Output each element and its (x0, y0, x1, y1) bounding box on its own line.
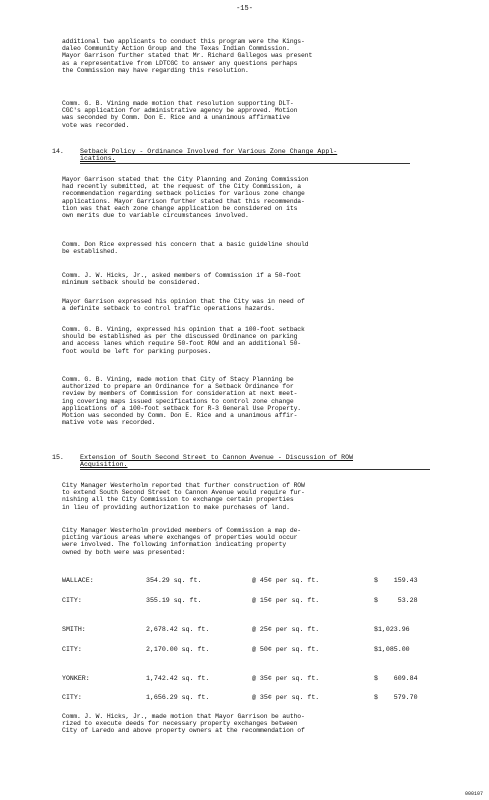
page-number: -15- (236, 5, 253, 13)
item-14-title: Setback Policy - Ordinance Involved for Various Zone Change Appl- ications. (80, 148, 338, 163)
table-row (62, 577, 442, 586)
intro-paragraph-1: additional two applicants to conduct this program were the Kings- daleo Community Action Group and the Texas Indian Commission. Mayor Garrison further stated that Mr. Richard Gallegos was present as a representative from LDTCGC to answer any questions perhaps the Commission may have regarding this resolution. (62, 38, 313, 74)
owner-label: CITY: (62, 597, 82, 604)
area-value: 1,742.42 sq. ft. (146, 675, 210, 682)
table-row (62, 646, 442, 655)
closing-paragraph: Comm. J. W. Hicks, Jr., made motion that Mayor Garrison be autho- rized to execute deeds for necessary property exchanges between City of Laredo and above property owners at the recommendation of (62, 713, 305, 735)
rate-value: @ 50¢ per sq. ft. (252, 646, 320, 653)
item-14-paragraph: Mayor Garrison stated that the City Planning and Zoning Commission had recently submitted, at the request of the City Commission, a recommendation regarding setback policies for various zone change applications. Mayor Garrison further stated that this recommenda- tion was that each zone change application be considered on its own merits due to variable circumstances involved. (62, 176, 309, 220)
item-15-title-rule (80, 469, 430, 470)
area-value: 2,170.00 sq. ft. (146, 646, 210, 653)
owner-label: SMITH: (62, 626, 86, 633)
item-14-paragraph: Mayor Garrison expressed his opinion that the City was in need of a definite setback to control traffic operations hazards. (62, 298, 305, 313)
item-14-paragraph: Comm. G. B. Vining, made motion that City of Stacy Planning be authorized to prepare an Ordinance for a Setback Ordinance for review by members of Commission for consideration at next meet- ing covering maps issued specifications to control zone change applications of a 100-foot setback for R-3 General Use Property. Motion was seconded by Comm. Don E. Rice and a unanimous affir- mative vote was recorded. (62, 376, 302, 427)
item-15-title: Extension of South Second Street to Cannon Avenue - Discussion of ROW Acquisition. (80, 454, 354, 469)
table-row (62, 675, 442, 684)
item-15-number: 15. (52, 454, 64, 461)
area-value: 2,678.42 sq. ft. (146, 626, 210, 633)
total-value: $1,085.00 (374, 646, 410, 653)
rate-value: @ 15¢ per sq. ft. (252, 597, 320, 604)
table-row (62, 626, 442, 635)
rate-value: @ 25¢ per sq. ft. (252, 626, 320, 633)
rate-value: @ 45¢ per sq. ft. (252, 577, 320, 584)
total-value: $ 609.84 (374, 675, 418, 682)
item-14-paragraph: Comm. Don Rice expressed his concern that a basic guideline should be established. (62, 241, 309, 256)
table-row (62, 597, 442, 606)
total-value: $ 579.70 (374, 694, 418, 701)
item-14-paragraph: Comm. J. W. Hicks, Jr., asked members of Commission if a 50-foot minimum setback should be considered. (62, 272, 302, 287)
item-15-paragraph: City Manager Westerholm provided members of Commission a map de- picting various areas where exchanges of properties would occur were involved. The following information indicating property owned by both were was presented: (62, 527, 302, 556)
item-14-number: 14. (52, 148, 64, 155)
total-value: $ 159.43 (374, 577, 418, 584)
item-14-title-rule (80, 163, 410, 164)
item-14-paragraph: Comm. G. B. Vining, expressed his opinion that a 100-foot setback should be established as per the discussed Ordinance on parking and access lanes which require 50-foot ROW and an additional 50- foot would be left for parking purposes. (62, 326, 305, 355)
table-row (62, 694, 442, 703)
owner-label: CITY: (62, 646, 82, 653)
area-value: 1,656.29 sq. ft. (146, 694, 210, 701)
owner-label: YONKER: (62, 675, 90, 682)
owner-label: CITY: (62, 694, 82, 701)
rate-value: @ 35¢ per sq. ft. (252, 675, 320, 682)
footer-mark: 000107 (464, 791, 483, 797)
total-value: $1,023.96 (374, 626, 410, 633)
rate-value: @ 35¢ per sq. ft. (252, 694, 320, 701)
item-15-paragraph: City Manager Westerholm reported that further construction of ROW to extend South Second Street to Cannon Avenue would require fur- nishing all the City Commission to exchange certain properties in lieu of providing authorization to make purchases of land. (62, 482, 305, 511)
area-value: 355.19 sq. ft. (146, 597, 202, 604)
area-value: 354.29 sq. ft. (146, 577, 202, 584)
owner-label: WALLACE: (62, 577, 94, 584)
intro-paragraph-2: Comm. G. B. Vining made motion that resolution supporting DLT- CGC's application for administrative agency be approved. Motion was seconded by Comm. Don E. Rice and a unanimous affirmative vote was recorded. (62, 100, 298, 129)
total-value: $ 53.28 (374, 597, 418, 604)
